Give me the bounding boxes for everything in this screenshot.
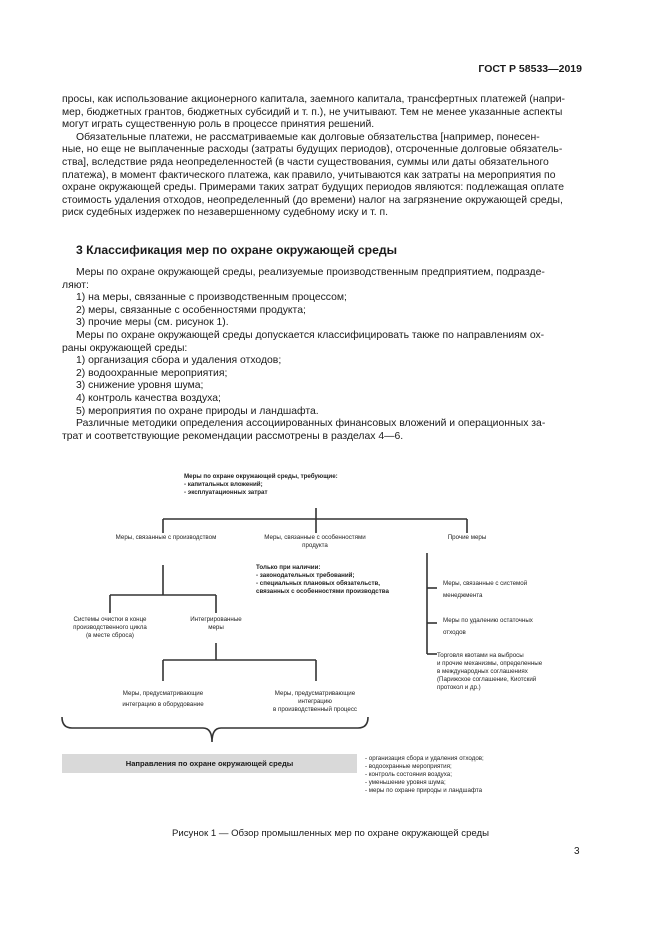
node-product-measures — [240, 534, 390, 550]
node-line: интеграцию в оборудование — [122, 701, 204, 709]
diagram-top-item: - капитальных вложений; — [184, 481, 263, 489]
node-line: Меры, предусматривающие — [122, 690, 204, 697]
list-item: - организация сбора и удаления отходов; — [365, 755, 484, 762]
text-line: охране окружающей среды. Примерами таких затрат будущих периодов являются: подлежащая оплате — [62, 182, 565, 194]
document-id: ГОСТ Р 58533—2019 — [478, 63, 582, 75]
node-line: Только при наличии: — [256, 564, 321, 571]
node-other-residual — [443, 617, 533, 637]
text-line: ляют: — [62, 279, 89, 291]
directions-list — [365, 755, 484, 795]
node-line: Меры, предусматривающие — [274, 690, 356, 697]
list-item: 3) снижение уровня шума; — [76, 380, 204, 392]
text-line: платежа), в момент фактического платежа, как правило, учитываются как затраты на мероприятия по — [62, 169, 556, 181]
node-other-management — [443, 580, 527, 600]
node-integration-equipment — [100, 690, 226, 709]
node-other-quotas — [437, 652, 542, 692]
text-line: ные, но еще не выплаченные расходы (затраты будущих периодов), отсроченные долговые обязатель- — [62, 144, 563, 156]
text-line: мер, бюджетных грантов, бюджетных субсидий и т. п.), не учитывают. Тем не менее указанные аспекты — [62, 106, 563, 118]
list-item: 1) организация сбора и удаления отходов; — [76, 355, 282, 367]
list-item: 5) мероприятия по охране природы и ландшафта. — [76, 405, 319, 417]
list-item: - водоохранные мероприятия; — [365, 763, 452, 771]
node-line: Системы очистки в конце — [73, 616, 147, 623]
directions-band — [62, 754, 357, 773]
figure-caption: Рисунок 1 — Обзор промышленных мер по охране окружающей среды — [171, 828, 490, 839]
node-line: продукта — [302, 542, 328, 550]
node-integrated — [166, 616, 266, 632]
text-line: Обязательные платежи, не рассматриваемые как долговые обязательства [например, понесен- — [76, 131, 540, 143]
node-line: протокол и др.) — [437, 684, 481, 692]
node-line: Интегрированные — [190, 616, 242, 623]
node-line: (Парижское соглашение, Киотский — [437, 676, 537, 684]
node-line: Меры, связанные с особенностями — [264, 534, 366, 541]
list-item: - контроль состояния воздуха; — [365, 771, 452, 779]
node-line: связанных с особенностями производства — [256, 588, 389, 596]
node-line: (в месте сброса) — [86, 632, 134, 640]
section-title: 3 Классификация мер по охране окружающей среды — [76, 243, 397, 257]
node-line: Меры, связанные с системой — [443, 580, 528, 587]
text-line: трат и соответствующие рекомендации рассмотрены в разделах 4—6. — [62, 430, 404, 442]
text-line: ства], вследствие ряда неопределенностей (в части существования, суммы или даты обязательного — [62, 156, 549, 168]
text-line: раны окружающей среды: — [62, 342, 188, 354]
diagram-top-title: Меры по охране окружающей среды, требующие: — [184, 473, 338, 480]
list-item: 2) меры, связанные с особенностями продукта; — [76, 304, 306, 316]
node-line: Торговля квотами на выбросы — [437, 652, 524, 659]
node-line: менеджмента — [443, 592, 483, 600]
page-number: 3 — [574, 846, 580, 857]
node-line: интеграцию — [298, 698, 332, 706]
node-process-measures: Меры, связанные с производством — [115, 534, 217, 541]
node-other-measures: Прочие меры — [447, 534, 487, 541]
node-product-notes — [256, 564, 389, 596]
list-item: 2) водоохранные мероприятия; — [76, 367, 228, 379]
node-end-of-pipe — [48, 616, 172, 640]
list-item: 3) прочие меры (см. рисунок 1). — [76, 317, 229, 329]
text-line: могут играть существенную роль в процессе принятия решений. — [62, 119, 375, 131]
node-line: меры — [208, 624, 224, 632]
directions-label: Направления по охране окружающей среды — [125, 759, 294, 768]
list-item: 1) на меры, связанные с производственным процессом; — [76, 292, 347, 304]
node-line: производственного цикла — [73, 624, 147, 632]
list-item: - меры по охране природы и ландшафта — [365, 787, 483, 795]
diagram-top-item: - эксплуатационных затрат — [184, 489, 268, 497]
node-integration-process — [250, 690, 380, 714]
text-line: риск судебных издержек по незавершенному судебному иску и т. п. — [62, 207, 389, 219]
text-line: Меры по охране окружающей среды допускается классифицировать также по направлениям ох- — [76, 329, 545, 341]
node-line: - специальных плановых обязательств, — [256, 580, 381, 588]
node-line: Меры по удалению остаточных — [443, 617, 533, 624]
node-line: и прочие механизмы, определенные — [437, 660, 543, 668]
text-line: просы, как использование акционерного капитала, заемного капитала, трансфертных платежей (напри- — [62, 94, 566, 105]
node-line: - законодательных требований; — [256, 572, 355, 580]
list-item: - уменьшение уровня шума; — [365, 779, 446, 787]
list-item: 4) контроль качества воздуха; — [76, 392, 221, 404]
text-line: Различные методики определения ассоциированных финансовых вложений и операционных за- — [76, 418, 546, 430]
node-line: в международных соглашениях — [437, 668, 528, 676]
diagram-top-node — [184, 473, 338, 497]
text-line: стоимость удаления отходов, неопределенный (до времени) налог на загрязнение окружающей среды, — [62, 194, 563, 206]
node-line: отходов — [443, 629, 466, 637]
node-line: в производственный процесс — [272, 706, 358, 714]
text-line: Меры по охране окружающей среды, реализуемые производственным предприятием, подразде- — [76, 267, 545, 278]
